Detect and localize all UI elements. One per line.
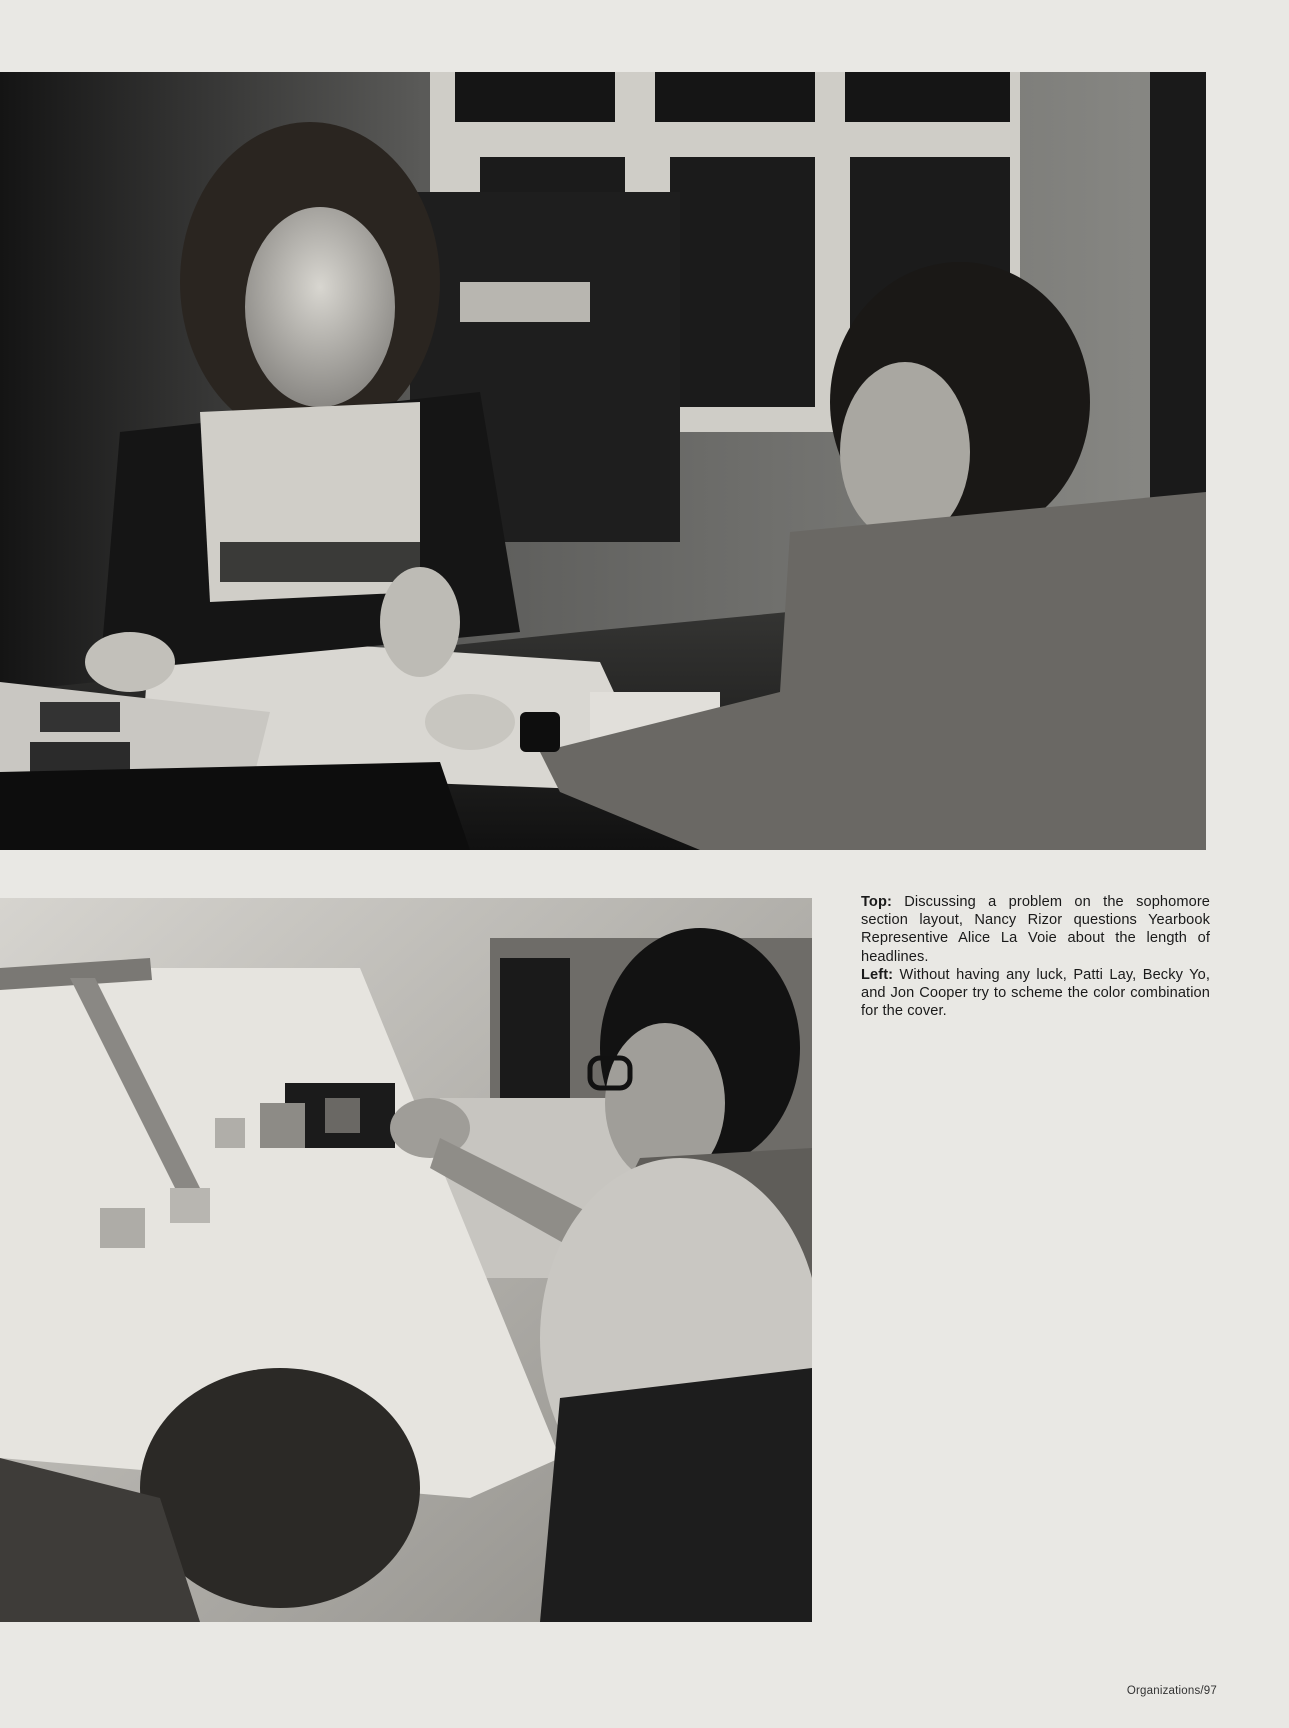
caption-left-text: Without having any luck, Patti Lay, Becky Yo, and Jon Cooper try to scheme the color combination for the cover.: [861, 966, 1210, 1020]
photo-caption: [861, 893, 1210, 1020]
photo-color-swatches-graphic: [0, 898, 812, 1622]
photo-color-swatches: [0, 898, 812, 1622]
caption-top: [861, 893, 1210, 966]
caption-top-text: Discussing a problem on the sophomore section layout, Nancy Rizor questions Yearbook Representive Alice La Voie about the length of headlines.: [861, 894, 1210, 965]
caption-left-label: Left:: [861, 966, 894, 983]
caption-left: [861, 966, 1210, 1021]
page-folio: Organizations/97: [1126, 1685, 1217, 1697]
photo-yearbook-meeting: [0, 72, 1206, 850]
caption-top-label: Top:: [861, 894, 892, 910]
photo-yearbook-meeting-graphic: [0, 72, 1206, 850]
